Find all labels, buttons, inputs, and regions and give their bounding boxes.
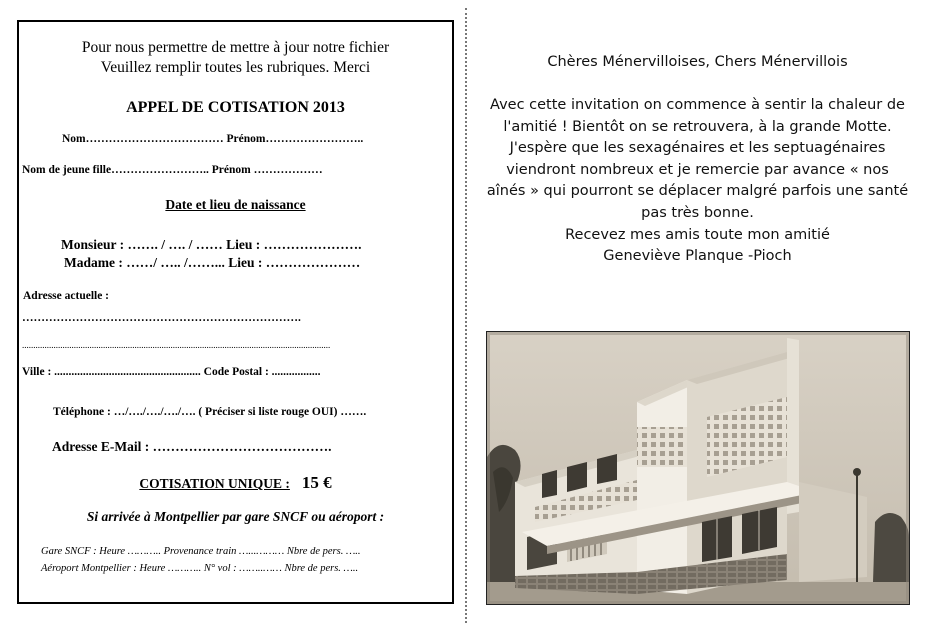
madame-field: Madame : ……/ ….. /……... Lieu : ………………… xyxy=(64,255,361,270)
adresse-line1: ………………………………………………………………. xyxy=(22,312,301,324)
nom-jeune-fille-field: Nom de jeune fille…………………….. Prénom ……………… xyxy=(22,164,323,176)
building-illustration xyxy=(487,332,909,604)
naissance-heading: Date et lieu de naissance xyxy=(165,197,306,212)
cotisation-label: COTISATION UNIQUE : xyxy=(139,476,290,491)
letter-signature: Geneviève Planque -Pioch xyxy=(603,248,792,265)
adresse-line2: ......................................................................................................................................... xyxy=(22,340,331,350)
form-title: APPEL DE COTISATION 2013 xyxy=(126,99,345,116)
monsieur-field: Monsieur : ……. / …. / …… Lieu : …………………. xyxy=(61,237,362,252)
arrivee-heading: Si arrivée à Montpellier par gare SNCF ou aéroport : xyxy=(86,509,385,524)
letter-line: aînés » qui pourront se déplacer malgré parfois une santé xyxy=(486,183,909,200)
email-field: Adresse E-Mail : …………………………………. xyxy=(52,439,332,454)
letter-line: pas très bonne. xyxy=(641,204,754,221)
fold-divider xyxy=(465,8,467,623)
letter-greeting: Chères Ménervilloises, Chers Ménervillois xyxy=(547,54,848,70)
letter-line: viendront nombreux et je remercie par avance « nos xyxy=(506,161,889,178)
building-photo xyxy=(486,331,910,605)
ville-codepostal-field: Ville : ................................................... Code Postal : ................. xyxy=(22,366,321,378)
cotisation-amount: 15 € xyxy=(301,473,332,492)
aeroport-field: Aéroport Montpellier : Heure ……….. N° vol : ……..…… Nbre de pers. ….. xyxy=(41,563,359,574)
letter-line: Avec cette invitation on commence à sentir la chaleur de xyxy=(490,97,905,113)
letter-line: J'espère que les sexagénaires et les septuagénaires xyxy=(509,140,886,157)
adresse-label: Adresse actuelle : xyxy=(23,290,110,302)
membership-form xyxy=(17,20,454,604)
nom-field: Nom……………………………… Prénom…………………….. xyxy=(62,133,364,145)
letter-line: Recevez mes amis toute mon amitié xyxy=(565,226,830,243)
letter-body xyxy=(480,95,915,268)
telephone-field: Téléphone : …/…./…./…./…. ( Préciser si liste rouge OUI) ……. xyxy=(53,406,367,418)
form-intro-line1: Pour nous permettre de mettre à jour notre fichier xyxy=(81,39,390,56)
cotisation-row xyxy=(19,473,452,493)
letter-line: l'amitié ! Bientôt on se retrouvera, à la grande Motte. xyxy=(503,118,892,135)
gare-sncf-field: Gare SNCF : Heure ……….. Provenance train …...……… Nbre de pers. ….. xyxy=(41,546,361,557)
form-intro-line2: Veuillez remplir toutes les rubriques. Merci xyxy=(100,59,371,76)
